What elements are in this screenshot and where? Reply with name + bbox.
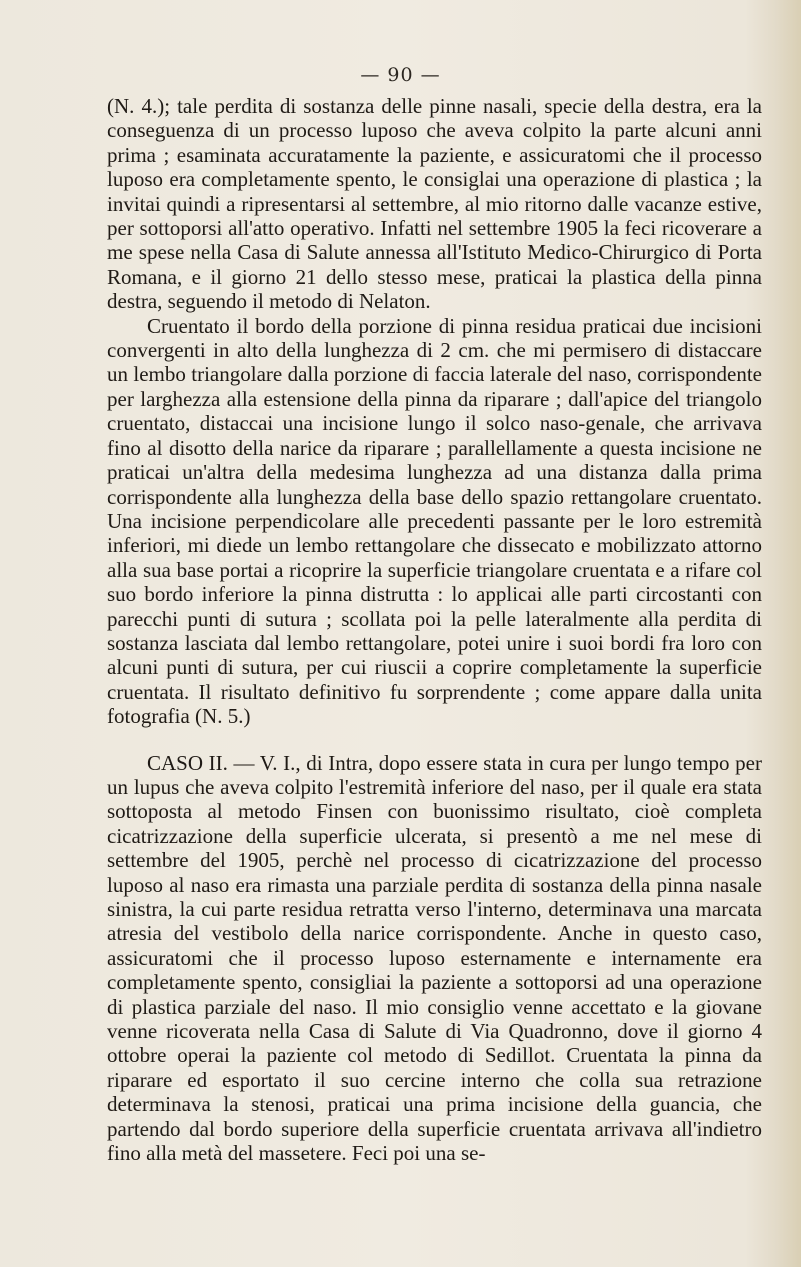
body-text (107, 94, 762, 1165)
paragraph-case-2: CASO II. — V. I., di Intra, dopo essere stata in cura per lungo tempo per un lupus che aveva colpito l'estremità inferiore del naso, per il quale era stata sottoposta al metodo Finsen con buonissimo risultato, cioè completa cicatrizzazione della superficie ulcerata, si presentò a me nel mese di settembre del 1905, perchè nel processo di cicatrizzazione del processo luposo al naso era rimasta una parziale perdita di sostanza della pinna nasale sinistra, la cui parte residua retratta verso l'interno, determinava una marcata atresia del vestibolo della narice corrispondente. Anche in questo caso, assicuratomi che il processo luposo esternamente e internamente era completamente spento, consigliai la paziente a sottoporsi ad una operazione di plastica parziale del naso. Il mio consiglio venne accettato e la giovane venne ricoverata nella Casa di Salute di Via Quadronno, dove il giorno 4 ottobre operai la paziente col metodo di Sedillot. Cruentata la pinna da riparare ed esportato il suo cercine interno che colla sua retrazione determinava la stenosi, praticai una prima incisione della guancia, che partendo dal bordo superiore della superficie cruentata arrivava all'indietro fino alla metà del massetere. Feci poi una se- (107, 750, 762, 1166)
paragraph-2: Cruentato il bordo della porzione di pinna residua praticai due incisioni convergenti in alto della lunghezza di 2 cm. che mi permisero di distaccare un lembo triangolare dalla porzione di faccia laterale del naso, corrispondente per larghezza alla estensione della pinna da riparare ; dall'apice del triangolo cruentato, distaccai una incisione lungo il solco naso-genale, che arrivava fino al disotto della narice da riparare ; parallellamente a questa incisione ne praticai un'altra della medesima lunghezza ad una distanza dalla prima corrispondente alla lunghezza della base dello spazio rettangolare cruentato. Una incisione perpendicolare alle precedenti passante per le loro estremità inferiori, mi diede un lembo rettangolare che dissecato e mobilizzato attorno alla sua base portai a ricoprire la superficie triangolare cruentata e a rifare col suo bordo inferiore la pinna distrutta : lo applicai alle parti circostanti con parecchi punti di sutura ; scollata poi la pelle lateralmente alla perdita di sostanza lasciata dal lembo rettangolare, potei unire i suoi bordi fra loro con alcuni punti di sutura, per cui riuscii a coprire completamente la superficie cruentata. Il risultato definitivo fu sorprendente ; come appare dalla unita fotografia (N. 5.) (107, 313, 762, 729)
paragraph-1: (N. 4.); tale perdita di sostanza delle pinne nasali, specie della destra, era la conseguenza di un processo luposo che aveva colpito la parte alcuni anni prima ; esaminata accuratamente la paziente, e assicuratomi che il processo luposo era completamente spento, le consiglai una operazione di plastica ; la invitai quindi a ripresentarsi al settembre, al mio ritorno dalle vacanze estive, per sottoporsi all'atto operativo. Infatti nel settembre 1905 la feci ricoverare a me spese nella Casa di Salute annessa all'Istituto Medico-Chirurgico di Porta Romana, e il giorno 21 dello stesso mese, praticai la plastica della pinna destra, seguendo il metodo di Nelaton. (107, 94, 762, 314)
page-number: — 90 — (360, 64, 441, 86)
